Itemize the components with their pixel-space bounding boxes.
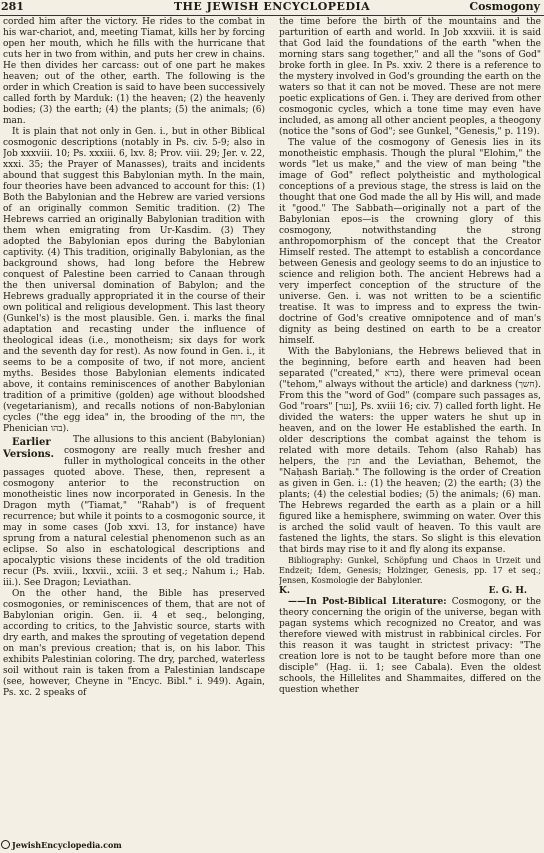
bibliography-label: Bibliography: (288, 556, 343, 565)
side-heading-earlier-versions: Earlier Versions. (3, 437, 54, 460)
footer-credit-text: JewishEncyclopedia.com (12, 840, 122, 850)
copyright-icon (1, 840, 10, 849)
signature-left: K. (279, 586, 290, 596)
running-head: Cosmogony (469, 0, 540, 13)
right-paragraph-1: the time before the birth of the mountains and the parturition of earth and world. In Job xxxviii. it is said that God laid the foundations of the earth "when the morning stars sang together," and all the "sons of God" broke forth in glee. In Ps. xxiv. 2 there is a reference to the mystery involved in God's grounding the earth on the waters so that it can not be moved. These are not mere poetic explications of Gen. i. They are derived from other cosmogonic cycles, which a tone time may even have included, as among all other ancient peoples, a theogony (notice the "sons of God"; see Gunkel, "Genesis," p. 119). (279, 17, 541, 137)
journal-title: THE JEWISH ENCYCLOPEDIA (173, 0, 371, 13)
right-paragraph-2: The value of the cosmogony of Genesis lies in its monotheistic emphasis. Though the plural "Elohim," the words "let us make," and the view of man being "the image of God" reflect polytheistic and mythological conceptions of a previous stage, the stress is laid on the thought that one God made the all by His will, and made it "good." The Sabbath—originally not a part of the Babylonian epos—is the crowning glory of this cosmogony, notwithstanding the strong anthropomorphism of the concept that the Creator Himself rested. The attempt to establish a concordance between Genesis and geology seems to do an injustice to science and religion both. The ancient Hebrews had a very imperfect conception of the structure of the universe. Gen. i. was not written to be a scientific treatise. It was to impress and to express the twin-doctrine of God's creative omnipotence and of man's dignity as being destined on earth to be a creator himself. (279, 138, 541, 346)
section-heading-post-biblical: ——In Post-Biblical Literature: (288, 597, 447, 607)
left-paragraph-3 (3, 435, 265, 589)
left-paragraph-2: It is plain that not only in Gen. i., but in other Biblical cosmogonic descriptions (notably in Ps. civ. 5-9; also in Job xxxviii. 10; Ps. xxxiii. 6, lxv. 8; Prov. viii. 29; Jer. v. 22, xxxi. 35; the Prayer of Manasses), traits and incidents abound that suggest this Babylonian myth. In the main, four theories have been advanced to account for this: (1) Both the Babylonian and the Hebrew are varied versions of an originally common Semitic tradition. (2) The Hebrews carried an originally Babylonian tradition with them when emigrating from Ur-Kasdim. (3) They adopted the Babylonian epos during the Babylonian captivity. (4) This tradition, originally Babylonian, as the background shows, had long before the Hebrew conquest of Palestine been carried to Canaan through the then universal domination of Babylon; and the Hebrews gradually appropriated it in the course of their own political and religious development. This last theory (Gunkel's) is the most plausible. Gen. i. marks the final adaptation and recasting under the influence of theological ideas (i.e., monotheism; six days for work and the seventh day for rest). As now found in Gen. i., it seems to be a composite of two, if not more, ancient myths. Besides those Babylonian elements indicated above, it contains reminiscences of another Babylonian tradition of a primitive (golden) age without bloodshed (vegetarianism), and recalls notions of non-Babylonian cycles ("the egg idea" in, the brooding of the רוח, the Phenician בהו). (3, 127, 265, 434)
page-number: 281 (1, 0, 24, 13)
bibliography (279, 556, 541, 586)
left-paragraph-1: corded him after the victory. He rides to the combat in his war-chariot, and, meeting Tiamat, kills her by forcing open her mouth, which he fills with the hurricane that cuts her in two from within, and puts her crew in chains. He then divides her carcass: out of one part he makes heaven; out of the other, earth. The following is the order in which Creation is said to have been successively called forth by Marduk: (1) the heaven; (2) the heavenly bodies; (3) the earth; (4) the plants; (5) the animals; (6) man. (3, 17, 265, 126)
signature-right: E. G. H. (488, 586, 527, 596)
right-paragraph-4-text: Cosmogony, or the theory concerning the origin of the universe, began with pagan systems which recognized no Creator, and was therefore viewed with mistrust in rabbinical circles. For this reason it was taught in strictest privacy: "The creation lore is not to be taught before more than one disciple" (Ḥag. ii. 1; see Cabala). Even the oldest schools, the Hillelites and Shammaites, differed on the question whether (279, 597, 541, 695)
left-paragraph-4: On the other hand, the Bible has preserved cosmogonies, or reminiscences of them, that are not of Babylonian origin. Gen. ii. 4 et seq., belonging, according to critics, to the Jahvistic source, starts with dry earth, and makes the sprouting of vegetation depend on man's previous creation; that is, on his labor. This exhibits Palestinian coloring. The dry, parched, waterless soil without rain is taken from a Palestinian landscape (see, however, Cheyne in "Encyc. Bibl." i. 949). Again, Ps. xc. 2 speaks of (3, 589, 265, 698)
left-paragraph-3-text: The allusions to this ancient (Babylonian) cosmogony are really much fresher and fuller in mythological conceits in the other passages quoted above. These, then, represent a cosmogony anterior to the reconstruction on monotheistic lines now incorporated in Genesis. In the Dragon myth ("Tiamat," "Rahab") is of frequent recurrence; but while it points to a cosmogonic source, it may in some cases (Job xxvi. 13, for instance) have sprung from a natural celestial phenomenon such as an eclipse. So also in eschatological descriptions and apocalyptic visions these incidents of the old tradition recur (Ps. xviii., lxxvii., xciii. 3 et seq.; Nahum i.; Hab. iii.). See Dragon; Leviathan. (3, 435, 265, 588)
footer-credit (1, 840, 122, 850)
page-header (0, 0, 544, 14)
right-paragraph-3: With the Babylonians, the Hebrews believed that in the beginning, before earth and heaven had been separated ("created," ברא), there were primeval ocean ("tehom," always without the article) and darkness (חשך). From this the "word of God" (compare such passages as, God "roars" [נער], Ps. xviii 16; civ. 7) called forth light. He divided the waters: the upper waters he shut up in heaven, and on the lower He established the earth. In older descriptions the combat against the tehom is related with more details. Tehom (also Rahab) has helpers, the תנין and the Leviathan, Behemot, the "Naḥash Bariaḥ." The following is the order of Creation as given in Gen. i.: (1) the heaven; (2) the earth; (3) the plants; (4) the celestial bodies; (5) the animals; (6) man. The Hebrews regarded the earth as a plain or a hill figured like a hemisphere, swimming on water. Over this is arched the solid vault of heaven. To this vault are fastened the lights, the stars. So slight is this elevation that birds may rise to it and fly along its expanse. (279, 347, 541, 555)
right-paragraph-4 (279, 597, 541, 696)
signature (279, 586, 541, 597)
left-column (3, 17, 265, 839)
header-rule (0, 15, 544, 16)
right-column (279, 17, 541, 839)
bibliography-text: Gunkel, Schöpfung und Chaos in Urzeit und Endzeit; Idem, Genesis; Holzinger, Genesis, pp. 17 et seq.; Jensen, Kosmologie der Babylonier. (279, 556, 541, 585)
